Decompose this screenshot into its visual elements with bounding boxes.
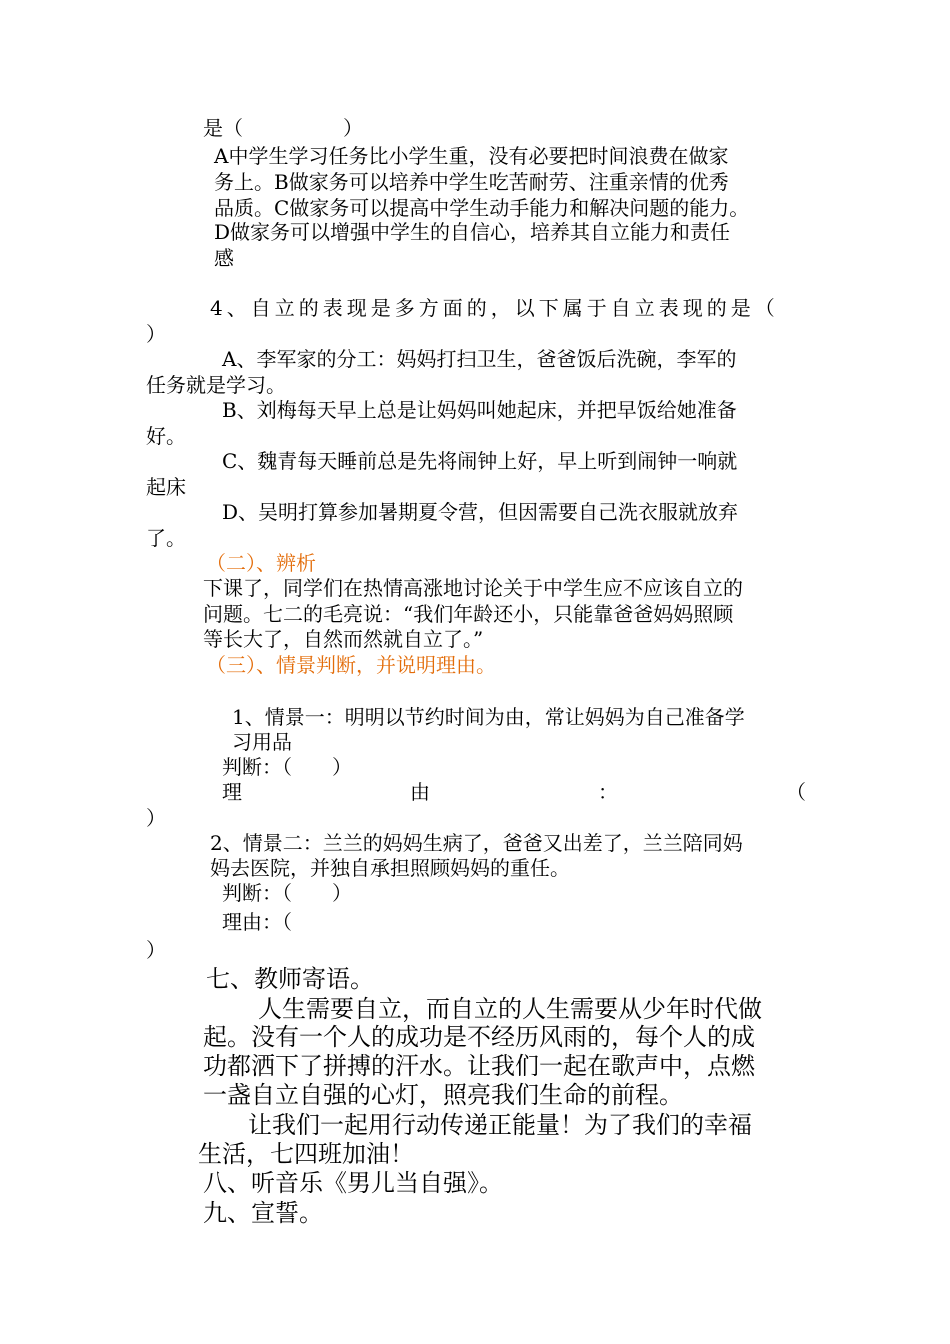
scenario-2-close: ） (146, 938, 166, 962)
teacher-message-line: 一盏自立自强的心灯，照亮我们生命的前程。 (203, 1081, 683, 1109)
teacher-message-line: 起。没有一个人的成功是不经历风雨的，每个人的成 (203, 1023, 755, 1051)
section-8-heading: 八、听音乐《男儿当自强》。 (203, 1169, 503, 1197)
section-2-line: 下课了，同学们在热情高涨地讨论关于中学生应不应该自立的 (203, 576, 743, 600)
scenario-1-reason (222, 780, 806, 804)
q4-option-c: C、魏青每天睡前总是先将闹钟上好，早上听到闹钟一响就 (222, 449, 738, 473)
section-2-line: 等长大了，自然而然就自立了。” (203, 627, 484, 651)
teacher-message-line: 让我们一起用行动传递正能量！为了我们的幸福 (248, 1111, 752, 1139)
reason-char: ： (598, 780, 618, 804)
q3-option-line: 务上。B做家务可以培养中学生吃苦耐劳、注重亲情的优秀 (214, 170, 729, 194)
q3-option-line: 感 (214, 246, 234, 270)
q3-option-line: 品质。C做家务可以提高中学生动手能力和解决问题的能力。 (214, 196, 750, 220)
q4-option-d: D、吴明打算参加暑期夏令营，但因需要自己洗衣服就放弃 (222, 500, 739, 524)
q4-option-d-cont: 了。 (146, 526, 186, 550)
teacher-message-line: 功都洒下了拼搏的汗水。让我们一起在歌声中，点燃 (203, 1052, 755, 1080)
q4-stem: 4、自立的表现是多方面的，以下属于自立表现的是（ (210, 296, 779, 320)
section-3-heading: （三）、情景判断，并说明理由。 (206, 653, 496, 677)
scenario-2-reason: 理由：（ (222, 910, 292, 934)
scenario-1-close: ） (146, 806, 166, 830)
scenario-2-line: 妈去医院，并独自承担照顾妈妈的重任。 (210, 856, 570, 880)
teacher-message-line: 人生需要自立，而自立的人生需要从少年时代做 (258, 995, 762, 1023)
q4-option-a-cont: 任务就是学习。 (146, 373, 286, 397)
q3-stem-tail: 是（ ） (203, 116, 363, 140)
reason-char: 理 (222, 780, 242, 804)
q3-option-line: A中学生学习任务比小学生重，没有必要把时间浪费在做家 (214, 144, 729, 168)
section-9-heading: 九、宣誓。 (203, 1199, 323, 1227)
q4-option-b-cont: 好。 (146, 424, 186, 448)
section-7-heading: 七、教师寄语。 (206, 965, 374, 993)
scenario-1-judgement: 判断：（ ） (222, 755, 352, 779)
section-2-line: 问题。七二的毛亮说：“我们年龄还小，只能靠爸爸妈妈照顾 (203, 602, 734, 626)
section-2-heading: （二）、辨析 (206, 551, 316, 575)
scenario-2-line: 2、情景二：兰兰的妈妈生病了，爸爸又出差了，兰兰陪同妈 (210, 831, 743, 855)
reason-char: （ (786, 780, 806, 804)
q4-option-a: A、李军家的分工：妈妈打扫卫生，爸爸饭后洗碗，李军的 (222, 347, 737, 371)
scenario-2-judgement: 判断：（ ） (222, 881, 352, 905)
q4-option-b: B、刘梅每天早上总是让妈妈叫她起床，并把早饭给她准备 (222, 398, 737, 422)
q4-option-c-cont: 起床 (146, 475, 186, 499)
q4-stem-close: ） (146, 322, 166, 346)
scenario-1-line: 1、情景一：明明以节约时间为由，常让妈妈为自己准备学 (232, 705, 745, 729)
scenario-1-line: 习用品 (232, 730, 292, 754)
teacher-message-line: 生活，七四班加油！ (198, 1140, 414, 1168)
reason-char: 由 (410, 780, 430, 804)
q3-option-line: D做家务可以增强中学生的自信心，培养其自立能力和责任 (214, 220, 731, 244)
